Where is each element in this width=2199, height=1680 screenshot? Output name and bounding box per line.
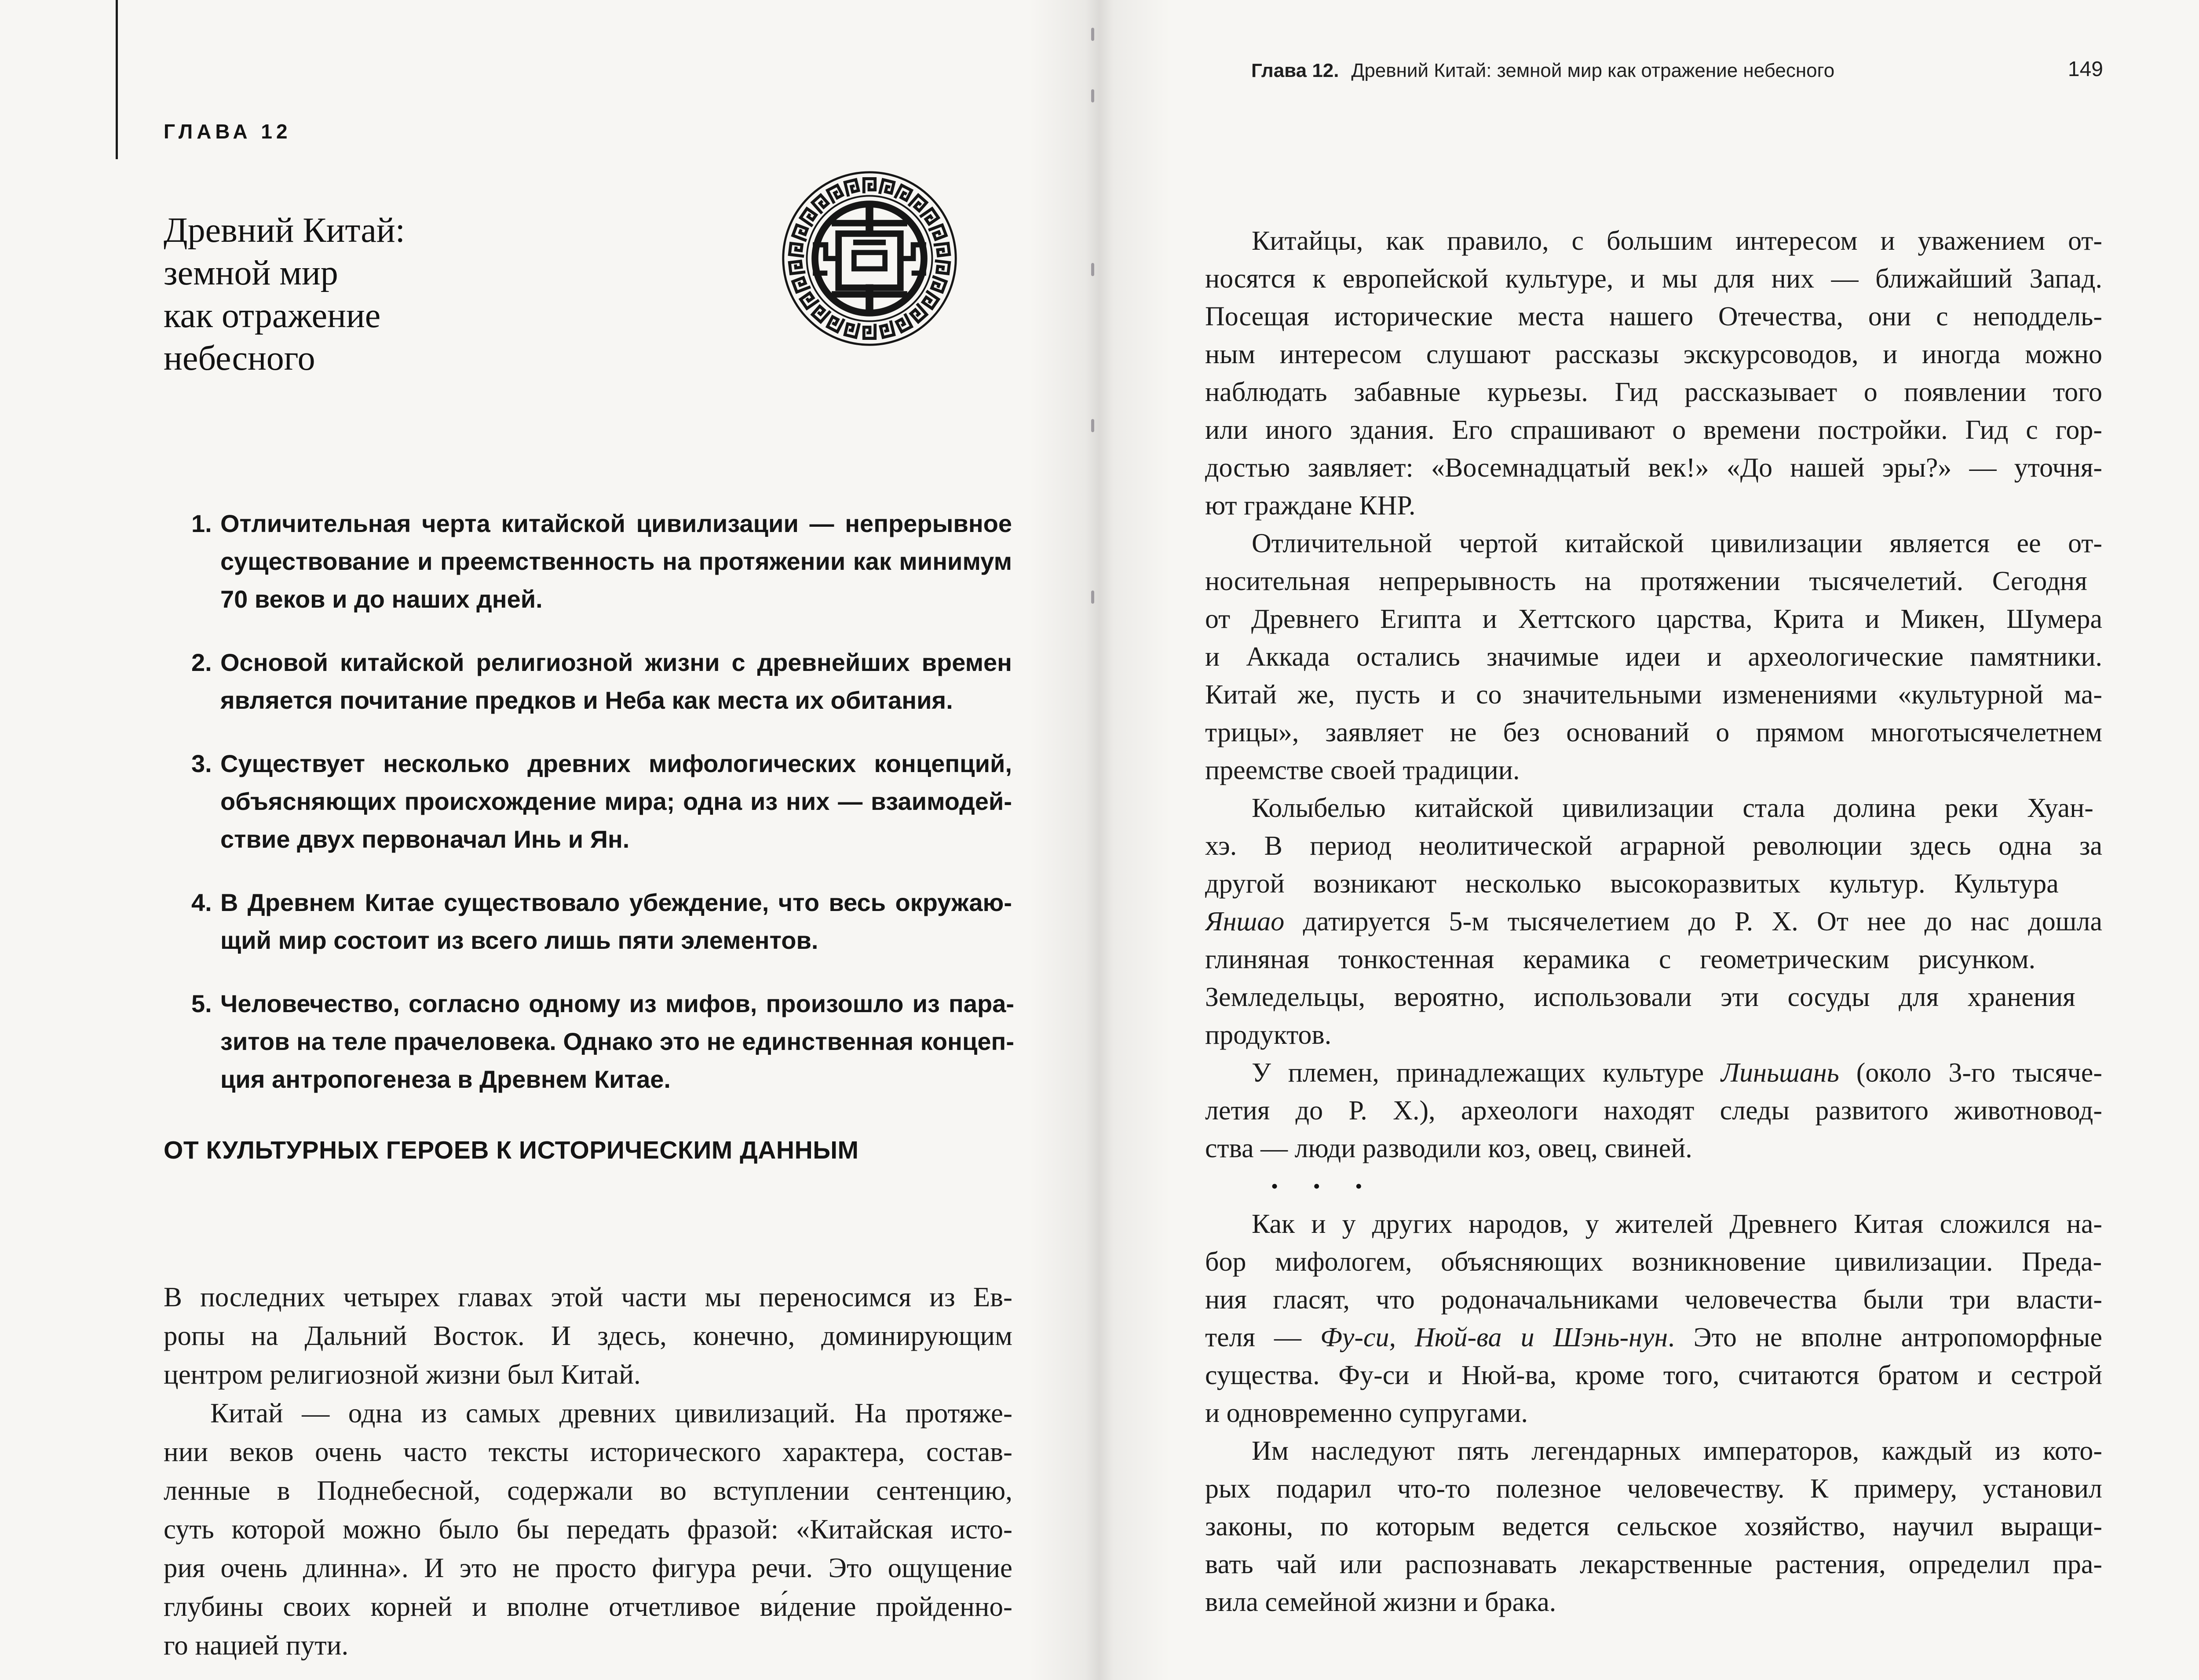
text-line: от Древнего Египта и Хеттского царства, Крита и Микен, Шумера [1205,604,2102,634]
text-line: Колыбелью китайской цивилизации стала долина реки Хуан- [1252,793,2093,823]
binding-stitch [1091,590,1094,604]
text-line: носятся к европейской культуре, и мы для них — ближайший Запад. [1205,264,2102,294]
text-line: преемстве своей традиции. [1205,755,1520,785]
list-item-text [220,644,1012,719]
text-line: ства — люди разводили коз, овец, свиней. [1205,1133,1692,1163]
binding-stitch [1091,28,1094,41]
binding-stitch [1091,419,1094,432]
running-header [1251,60,2113,82]
chapter-title [164,209,405,380]
text-line: Отличительная черта китайской цивилизации — непрерывное [220,510,1012,537]
list-item [191,985,1012,1098]
list-item-number: 3. [191,750,212,777]
chapter-title-line: как отражение [164,296,381,335]
list-item [191,745,1012,858]
text-line: рия очень длинна». И это не просто фигура речи. Это ощущение [164,1552,1012,1583]
text-line: Земледельцы, вероятно, использовали эти сосуды для хранения [1205,982,2075,1012]
text-line: наблюдать забавные курьезы. Гид рассказывает о появлении того [1205,377,2102,407]
chapter-title-line: небесного [164,339,315,378]
text-line: Китай — одна из самых древних цивилизаций. На протяже- [210,1398,1012,1429]
section-heading: ОТ КУЛЬТУРНЫХ ГЕРОЕВ К ИСТОРИЧЕСКИМ ДАННЫМ [164,1136,859,1164]
text-line: глиняная тонкостенная керамика с геометрическим рисунком. [1205,944,2036,974]
text-line: глубины своих корней и вполне отчетливое ви́дение пройденно- [164,1591,1012,1622]
running-chapter-label: Глава 12. [1251,60,1339,81]
text-line: вать чай или распознавать лекарственные растения, определил пра- [1205,1549,2102,1579]
list-item-text [220,884,1012,959]
right-page [1100,0,2199,1680]
list-item [191,505,1012,618]
text-line: Им наследуют пять легендарных императоров, каждый из кото- [1252,1436,2102,1466]
list-item-text [220,505,1012,618]
chapter-emblem [779,168,960,349]
right-page-paragraphs [1205,222,2102,1621]
text-line: ропы на Дальний Восток. И здесь, конечно, доминирующим [164,1320,1012,1351]
text-line: продуктов. [1205,1020,1332,1050]
key-points-list [191,505,1012,1124]
text-line: Существует несколько древних мифологических концепций, [220,750,1012,777]
text-line: Посещая исторические места нашего Отечества, они с неподдель- [1205,302,2102,332]
list-item [191,884,1012,959]
text-line: ют граждане КНР. [1205,491,1416,521]
text-line: носительная непрерывность на протяжении тысячелетий. Сегодня [1205,566,2087,596]
chinese-seal-icon [779,168,960,349]
text-line: достью заявляет: «Восемнадцатый век!» «До нашей эры?» — уточня- [1205,453,2102,483]
text-line: центром религиозной жизни был Китай. [164,1359,641,1390]
text-line: объясняющих происхождение мира; одна из них — взаимодей- [220,787,1012,815]
text-line: Как и у других народов, у жителей Древнего Китая сложился на- [1252,1209,2102,1239]
text-line: В Древнем Китае существовало убеждение, что весь окружаю- [220,889,1012,916]
text-line: го нацией пути. [164,1630,349,1661]
text-line: теля — Фу-си, Нюй-ва и Шэнь-нун. Это не вполне антропоморфные [1205,1323,2102,1352]
list-item-number: 1. [191,510,212,537]
text-line: зитов на теле прачеловека. Однако это не единственная концеп- [220,1028,1014,1055]
text-line: ным интересом слушают рассказы экскурсоводов, и иногда можно [1205,339,2102,369]
text-line: Отличительной чертой китайской цивилизации является ее от- [1252,528,2102,558]
text-line: Основой китайской религиозной жизни с древнейших времен [220,649,1012,676]
text-line: щий мир состоит из всего лишь пяти элементов. [220,926,818,954]
binding-stitch [1091,89,1094,102]
text-line: 70 веков и до наших дней. [220,585,543,613]
text-line: ция антропогенеза в Древнем Китае. [220,1065,671,1093]
list-item [191,644,1012,719]
text-line: существование и преемственность на протяжении как минимум [220,547,1012,575]
list-item-text [220,745,1012,858]
text-line: суть которой можно было бы передать фразой: «Китайская исто- [164,1514,1012,1545]
text-line: существа. Фу-си и Нюй-ва, кроме того, считаются братом и сестрой [1205,1360,2102,1390]
chapter-title-line: Древний Китай: [164,211,405,250]
separator-dots: • • • [1271,1175,1377,1197]
text-line: вила семейной жизни и брака. [1205,1587,1556,1617]
text-line: другой возникают несколько высокоразвитых культур. Культура [1205,869,2059,899]
text-line: законы, по которым ведется сельское хозяйство, научил выращи- [1205,1512,2102,1542]
text-line: рых подарил что-то полезное человечеству. К примеру, установил [1205,1474,2102,1504]
text-line: хэ. В период неолитической аграрной революции здесь одна за [1205,831,2102,861]
text-line: и одновременно супругами. [1205,1398,1528,1428]
text-line: В последних четырех главах этой части мы переносимся из Ев- [164,1282,1012,1312]
binding-stitch [1091,263,1094,276]
text-line: ленные в Поднебесной, содержали во вступлении сентенцию, [164,1475,1012,1506]
chapter-kicker: ГЛАВА 12 [164,120,292,143]
text-line: является почитание предков и Неба как места их обитания. [220,686,953,714]
list-item-number: 2. [191,649,212,676]
chapter-title-line: земной мир [164,254,338,292]
text-line: трицы», заявляет не без оснований о прямом многотысячелетнем [1205,718,2102,747]
list-item-text [220,985,1014,1098]
page-number: 149 [2067,58,2103,81]
text-line: Китайцы, как правило, с большим интересом и уважением от- [1252,226,2102,256]
text-line: У племен, принадлежащих культуре Линьшань (около 3-го тысяче- [1252,1058,2102,1088]
text-line: Китай же, пусть и со значительными изменениями «культурной ма- [1205,680,2102,710]
text-line: нии веков очень часто тексты исторического характера, состав- [164,1436,1012,1467]
text-line: и Аккада остались значимые идеи и археологические памятники. [1205,642,2102,672]
text-line: ствие двух первоначал Инь и Ян. [220,825,630,853]
left-page-paragraphs [164,1278,1012,1665]
text-line: летия до Р. Х.), археологи находят следы развитого животновод- [1205,1096,2102,1126]
chapter-rule [116,0,118,159]
list-item-number: 4. [191,889,212,916]
text-line: ния гласят, что родоначальниками человечества были три власти- [1205,1285,2102,1315]
text-line: Человечество, согласно одному из мифов, произошло из пара- [220,990,1014,1017]
list-item-number: 5. [191,990,212,1017]
text-line: бор мифологем, объясняющих возникновение цивилизации. Преда- [1205,1247,2102,1277]
text-line: или иного здания. Его спрашивают о времени постройки. Гид с гор- [1205,415,2102,445]
running-title: Древний Китай: земной мир как отражение небесного [1351,60,1835,81]
text-line: Яншао датируется 5-м тысячелетием до Р. Х. От нее до нас дошла [1205,907,2102,937]
